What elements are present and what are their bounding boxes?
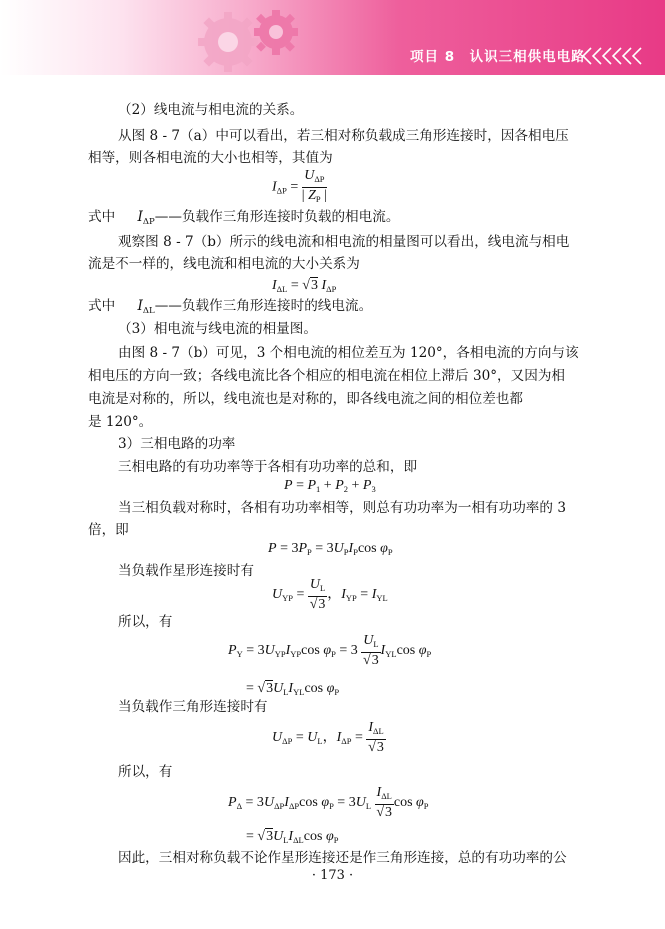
equation-line-current: $I_{\Delta L} = √3$ $I_{\Delta P}$ <box>272 278 337 294</box>
paragraph-line: 当负载作三角形连接时有 <box>118 699 268 715</box>
paragraph-line: （2）线电流与相电流的关系。 <box>118 102 304 118</box>
header-banner <box>0 0 665 75</box>
paragraph-line: 从图 8 - 7（a）中可以看出，若三相对称负载成三角形连接时，因各相电压 <box>118 128 569 144</box>
equation-delta-power: $P_\Delta = 3U_{\Delta P}I_{\Delta P}\cos$ $\varphi_P = 3U_L$ $\frac{I_{\Delta L}}{√3}$ $\cos \varphi_P$ <box>228 785 429 820</box>
equation-phase-current: $I_{\Delta P}$ = $\frac{U_{\Delta P}}{| Z_P |}$ <box>272 168 327 204</box>
paragraph-line: 所以，有 <box>118 764 173 780</box>
paragraph-line: 当负载作星形连接时有 <box>118 563 254 579</box>
variable-definition: 式中 $I_{\Delta P}——$负载作三角形连接时负载的相电流。 <box>88 209 400 227</box>
equation-star-power-result: = $√3U_LI_{YL}\cos$ $\varphi_P$ <box>246 681 340 697</box>
paragraph-line: 流是不一样的，线电流和相电流的大小关系为 <box>88 256 360 272</box>
equation-delta-power-result: = $√3U_LI_{\Delta L}\cos$ $\varphi_P$ <box>246 829 339 845</box>
chapter-title: 项目 8 认识三相供电电路 <box>410 49 586 65</box>
paragraph-line: 相等，则各相电流的大小也相等，其值为 <box>88 150 333 166</box>
paragraph-line: 倍，即 <box>88 522 129 538</box>
section-heading: 3）三相电路的功率 <box>118 436 236 452</box>
page-number: · 173 · <box>311 868 354 883</box>
equation-delta-relations: $U_{\Delta P} = U_L$，$I_{\Delta P}$ = $\frac{I_{\Delta L}}{√3}$ <box>272 720 384 755</box>
variable-definition: 式中 $I_{\Delta L}——$负载作三角形连接时的线电流。 <box>88 298 373 316</box>
paragraph-line: 所以，有 <box>118 614 173 630</box>
paragraph-line: 当三相负载对称时，各相有功功率相等，则总有功功率为一相有功功率的 3 <box>118 500 566 516</box>
paragraph-line: 三相电路的有功功率等于各相有功功率的总和，即 <box>118 459 418 475</box>
paragraph-line: 观察图 8 - 7（b）所示的线电流和相电流的相量图可以看出，线电流与相电 <box>118 234 570 250</box>
gears-icon <box>190 2 320 74</box>
paragraph-line: 相电压的方向一致；各线电流比各个相应的相电流在相位上滞后 30°，又因为相 <box>88 368 566 384</box>
equation-total-power-sum: $P = P_1 + P_2 + P_3$ <box>284 478 376 494</box>
chevrons-icon <box>581 46 649 66</box>
paragraph-line: 因此，三相对称负载不论作星形连接还是作三角形连接，总的有功功率的公 <box>118 850 567 866</box>
paragraph-line: 是 120°。 <box>88 414 153 430</box>
equation-star-relations: $U_{YP}$ = $\frac{U_L}{√3}$ ，$I_{YP} = I_{YL}$ <box>272 577 388 612</box>
equation-total-power: $P = 3P_P = 3U_PI_P\cos$ $\varphi_P$ <box>268 541 393 557</box>
shizhong-label: 式中 <box>88 209 116 225</box>
paragraph-line: （3）相电流与线电流的相量图。 <box>118 321 317 337</box>
paragraph-line: 电流是对称的，所以，线电流也是对称的，即各线电流之间的相位差也都 <box>88 391 523 407</box>
paragraph-line: 由图 8 - 7（b）可见，3 个相电流的相位差互为 120°，各相电流的方向与该 <box>118 345 579 361</box>
equation-star-power: $P_Y = 3U_{YP}I_{YP}\cos$ $\varphi_P = 3$ $\frac{U_L}{√3}$ $I_{YL}\cos$ $\varphi_P$ <box>228 633 432 668</box>
